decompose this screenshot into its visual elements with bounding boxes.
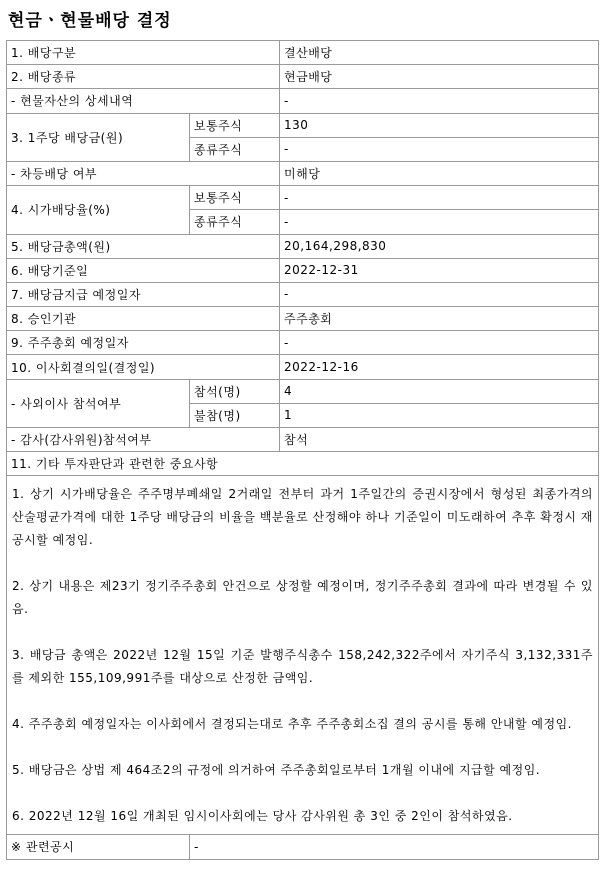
in-kind-asset-value: -: [280, 89, 599, 113]
dividend-type-value: 결산배당: [280, 41, 599, 65]
dps-label: 3. 1주당 배당금(원): [7, 113, 190, 161]
related-disclosure-value: -: [190, 835, 599, 859]
total-dividend-value: 20,164,298,830: [280, 234, 599, 258]
payment-date-label: 7. 배당금지급 예정일자: [7, 282, 280, 306]
auditor-attendance-value: 참석: [280, 428, 599, 452]
table-row: [7, 355, 599, 379]
table-row: [7, 113, 599, 137]
differential-dividend-label: - 차등배당 여부: [7, 161, 280, 185]
board-resolution-value: 2022-12-16: [280, 355, 599, 379]
note-paragraph: 1. 상기 시가배당율은 주주명부폐쇄일 2거래일 전부터 과거 1주일간의 증권시장에서 형성된 최종가격의 산술평균가격에 대한 1주당 배당금의 비율을 백분율로 산정해야 하나 기준일이 미도래하여 추후 확정시 재공시할 예정임.: [12, 487, 594, 548]
approval-body-value: 주주총회: [280, 307, 599, 331]
table-row: [7, 331, 599, 355]
dividend-yield-label: 4. 시가배당율(%): [7, 186, 190, 234]
in-kind-asset-label: - 현물자산의 상세내역: [7, 89, 280, 113]
note-paragraph: 6. 2022년 12월 16일 개최된 임시이사회에는 당사 감사위원 총 3인 중 2인이 참석하였음.: [12, 809, 513, 824]
note-paragraph: 3. 배당금 총액은 2022년 12월 15일 기준 발행주식총수 158,242,322주에서 자기주식 3,132,331주를 제외한 155,109,991주를 대상으로 산정한 금액임.: [12, 648, 594, 686]
agm-date-value: -: [280, 331, 599, 355]
note-paragraph: 2. 상기 내용은 제23기 정기주주총회 안건으로 상정할 예정이며, 정기주주총회 결과에 따라 변경될 수 있음.: [12, 579, 594, 617]
differential-dividend-value: 미해당: [280, 161, 599, 185]
table-row: [7, 379, 599, 403]
dividend-type-label: 1. 배당구분: [7, 41, 280, 65]
table-row: [7, 452, 599, 476]
table-row: [7, 186, 599, 210]
total-dividend-label: 5. 배당금총액(원): [7, 234, 280, 258]
dps-preferred-value: -: [280, 137, 599, 161]
other-matters-label: 11. 기타 투자판단과 관련한 중요사항: [7, 452, 599, 476]
dividend-kind-value: 현금배당: [280, 65, 599, 89]
table-row: [7, 41, 599, 65]
absent-label: 불참(명): [190, 403, 280, 427]
note-paragraph: 5. 배당금은 상법 제 464조2의 규정에 의거하여 주주총회일로부터 1개월 이내에 지급할 예정임.: [12, 763, 541, 778]
disclosure-table: [6, 40, 599, 860]
table-row: [7, 282, 599, 306]
table-row: [7, 307, 599, 331]
yield-preferred-label: 종류주식: [190, 210, 280, 234]
other-matters-notes: [7, 476, 599, 835]
table-row: [7, 428, 599, 452]
outside-director-label: - 사외이사 참석여부: [7, 379, 190, 427]
table-row: [7, 89, 599, 113]
agm-date-label: 9. 주주총회 예정일자: [7, 331, 280, 355]
board-resolution-label: 10. 이사회결의일(결정일): [7, 355, 280, 379]
absent-value: 1: [280, 403, 599, 427]
attend-label: 참석(명): [190, 379, 280, 403]
auditor-attendance-label: - 감사(감사위원)참석여부: [7, 428, 280, 452]
yield-common-label: 보통주식: [190, 186, 280, 210]
yield-common-value: -: [280, 186, 599, 210]
related-disclosure-label: ※ 관련공시: [7, 835, 190, 859]
payment-date-value: -: [280, 282, 599, 306]
table-row: [7, 476, 599, 835]
table-row: [7, 234, 599, 258]
dividend-kind-label: 2. 배당종류: [7, 65, 280, 89]
dps-common-label: 보통주식: [190, 113, 280, 137]
yield-preferred-value: -: [280, 210, 599, 234]
table-row: [7, 258, 599, 282]
record-date-value: 2022-12-31: [280, 258, 599, 282]
table-row: [7, 65, 599, 89]
note-paragraph: 4. 주주총회 예정일자는 이사회에서 결정되는대로 추후 주주총회소집 결의 공시를 통해 안내할 예정임.: [12, 717, 572, 732]
record-date-label: 6. 배당기준일: [7, 258, 280, 282]
table-row: [7, 161, 599, 185]
approval-body-label: 8. 승인기관: [7, 307, 280, 331]
dps-preferred-label: 종류주식: [190, 137, 280, 161]
dps-common-value: 130: [280, 113, 599, 137]
attend-value: 4: [280, 379, 599, 403]
table-row: [7, 835, 599, 859]
page-title: 현금ㆍ현물배당 결정: [8, 11, 172, 31]
